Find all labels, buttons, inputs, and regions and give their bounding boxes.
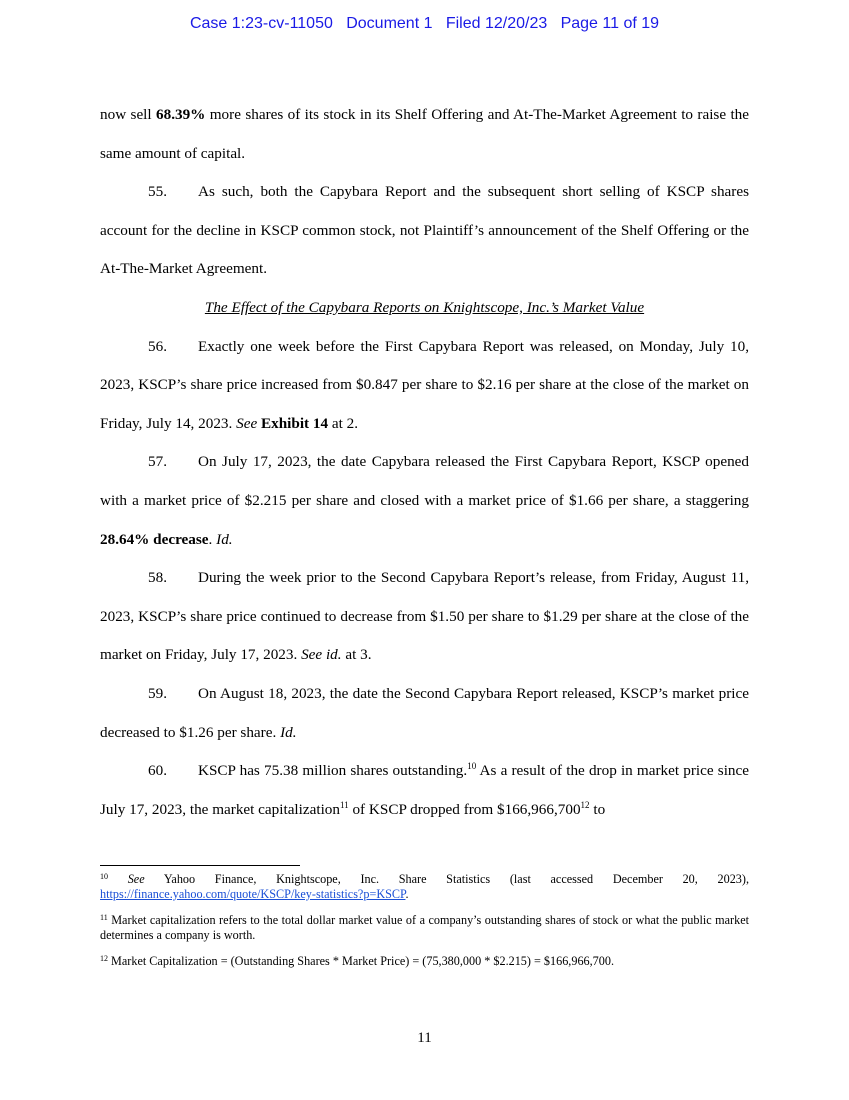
text: to [589,800,606,818]
text: Market capitalization refers to the total dollar market value of a company’s outstanding shares of stock or what the public market determines a company is worth. [100,913,749,942]
bold-text: 68.39% [156,106,206,123]
page-indicator: Page 11 of 19 [560,15,660,32]
text: . [208,530,217,548]
text: . [405,887,409,901]
citation-signal: Id. [216,530,233,548]
paragraph-60 [100,752,749,829]
footnote-divider [100,865,300,866]
paragraph-55 [100,173,749,289]
paragraph-continuation [100,96,749,173]
filed-date: Filed 12/20/23 [445,15,548,32]
text: KSCP has 75.38 million shares outstanding. [198,762,468,780]
text: As a result of the drop in market price since July 17, 2023, the market capitalization [100,762,749,818]
page-number: 11 [417,1030,432,1046]
text: at 2. [328,414,359,432]
citation-signal: Id. [280,723,297,741]
text: at 3. [341,646,372,664]
citation-signal: See id. [301,646,342,664]
citation-signal: See [127,872,145,886]
text: Market Capitalization = (Outstanding Shares * Market Price) = (75,380,000 * $2.215) = $166,966,700. [108,954,615,968]
footnote-number: 11 [100,913,108,922]
section-heading: The Effect of the Capybara Reports on Knightscope, Inc.’s Market Value [204,298,645,316]
document-number: Document 1 [346,15,433,32]
paragraph-number: 58. [148,569,167,587]
footnotes [100,872,749,980]
footnote-11 [100,913,749,943]
text: On July 17, 2023, the date Capybara released the First Capybara Report, KSCP opened with a market price of $2.215 per share and closed with a market price of $1.66 per share, a staggering [100,453,749,509]
text: Exactly one week before the First Capybara Report was released, on Monday, July 10, 2023, KSCP’s share price increased from $0.847 per share to $2.16 per share at the close of the market on Friday, July 14, 2023. [100,337,749,432]
text: of KSCP dropped from $166,966,700 [348,800,581,818]
body-text [100,96,749,829]
paragraph-number: 57. [148,453,167,471]
paragraph-58 [100,559,749,675]
text: now sell [100,106,156,123]
paragraph-59 [100,675,749,752]
footnote-number: 12 [100,954,108,963]
paragraph-number: 59. [148,684,167,702]
paragraph-57 [100,443,749,559]
paragraph-number: 60. [148,762,167,780]
exhibit-reference: Exhibit 14 [261,414,329,432]
text: more shares of its stock in its Shelf Offering and At-The-Market Agreement to raise the same amount of capital. [100,106,749,162]
paragraph-number: 56. [148,337,167,355]
citation-signal: See [236,414,258,432]
paragraph-56 [100,328,749,444]
text: On August 18, 2023, the date the Second Capybara Report released, KSCP’s market price decreased to $1.26 per share. [100,684,749,741]
bold-text: 28.64% decrease [100,530,209,548]
footnote-number: 10 [100,872,108,881]
footnote-12 [100,954,749,969]
yahoo-finance-link[interactable]: https://finance.yahoo.com/quote/KSCP/key-statistics?p=KSCP [100,887,406,901]
text: During the week prior to the Second Capybara Report’s release, from Friday, August 11, 2023, KSCP’s share price continued to decrease from $1.50 per share to $1.29 per share at the close of the market on Friday, July 17, 2023. [100,569,749,664]
text: Yahoo Finance, Knightscope, Inc. Share Statistics (last accessed December 20, 2023), [144,872,749,886]
footnote-marker[interactable]: 12 [580,799,590,810]
text: As such, both the Capybara Report and the subsequent short selling of KSCP shares account for the decline in KSCP common stock, not Plaintiff’s announcement of the Shelf Offering or the At-The-Market Agreement. [100,183,749,278]
footnote-10 [100,872,749,902]
case-header [0,15,849,33]
footnote-marker[interactable]: 11 [339,799,349,810]
footnote-marker[interactable]: 10 [467,761,477,772]
case-number: Case 1:23-cv-11050 [189,15,333,32]
paragraph-number: 55. [148,183,167,201]
